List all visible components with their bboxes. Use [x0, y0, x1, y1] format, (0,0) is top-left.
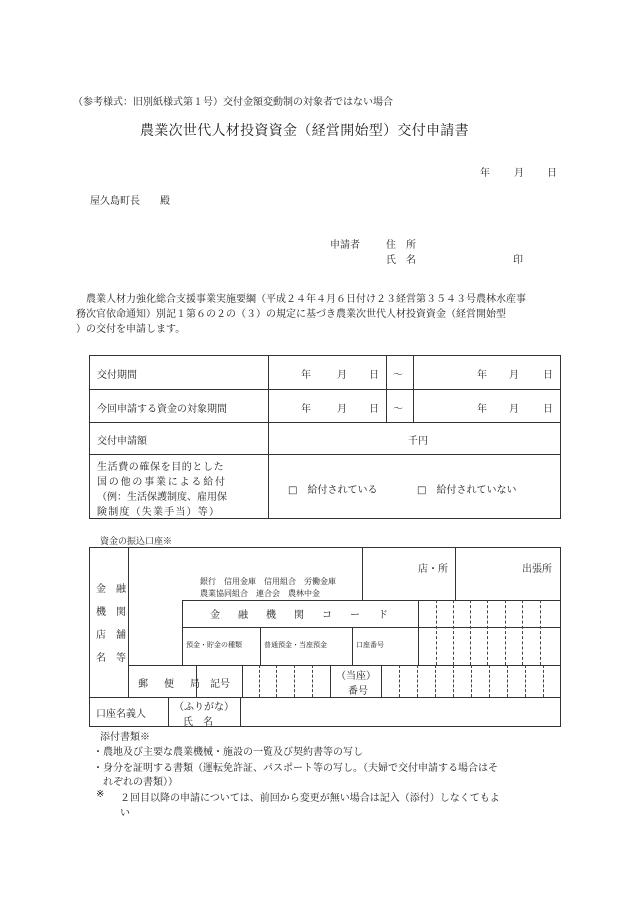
benefit-label-2: 国の他の事業による給付 — [97, 477, 227, 488]
amount-unit: 千円 — [408, 436, 428, 447]
period-end-day: 日 — [543, 370, 553, 381]
benefit-label-3: （例：生活保護制度、雇用保 — [97, 492, 227, 503]
account-number-label: 口座番号 — [356, 641, 384, 649]
note-line-2: い — [120, 808, 130, 819]
attachment-item-1: ・農地及び主要な農業機械・施設の一覧及び契約書等の写し — [93, 747, 363, 758]
branch-office-label: 出張所 — [522, 564, 552, 575]
address-label: 住 所 — [386, 240, 416, 251]
benefit-label-4: 険制度（失業手当）等） — [97, 507, 221, 518]
branch-label: 店・所 — [418, 564, 448, 575]
target-start-day: 日 — [369, 404, 379, 415]
row-label-amount: 交付申請額 — [97, 436, 147, 447]
attachment-item-2: ・身分を証明する書類（運転免許証、パスポート等の写し。（夫婦で交付申請する場合はそ — [93, 763, 498, 774]
target-end-month: 月 — [509, 404, 519, 415]
attachment-item-3: れぞれの書類）） — [93, 777, 178, 788]
bank-label-3: 店 舗 — [96, 630, 126, 641]
row-label-period: 交付期間 — [97, 370, 137, 381]
target-end-year: 年 — [477, 404, 487, 415]
seal-label: 印 — [513, 255, 523, 266]
period-end-month: 月 — [509, 370, 519, 381]
page-title: 農業次世代人材投資資金（経営開始型）交付申請書 — [140, 123, 469, 139]
kigou-label: 記号 — [210, 679, 230, 690]
benefit-option-no[interactable]: □ 給付されていない — [417, 485, 517, 496]
period-tilde: ～ — [393, 370, 403, 381]
period-start-day: 日 — [369, 370, 379, 381]
bank-types-line-2: 農業協同組合 連合会 農林中金 — [200, 589, 320, 598]
body-text-line-1: 農業人材力強化総合支援事業実施要綱（平成２４年４月６日付け２３経営第３５４３号農林水産事 — [76, 294, 526, 305]
benefit-label-1: 生活費の確保を目的とした — [97, 462, 225, 473]
note-line-1: ２回目以降の申請については、前回から変更が無い場合は記入（添付）しなくてもよ — [120, 793, 500, 804]
form-reference-note: （参考様式：旧別紙様式第１号）交付金額変動制の対象者ではない場合 — [73, 97, 393, 108]
bank-label-2: 機 関 — [96, 607, 126, 618]
body-text-line-3: ）の交付を申請します。 — [76, 324, 186, 335]
name-label: 氏 名 — [386, 255, 416, 266]
code-label: 金 融 機 関 コ ー ド — [210, 610, 392, 621]
attachments-title: 添付書類※ — [100, 732, 150, 743]
post-office-label: 郵 便 局 — [138, 679, 203, 690]
furigana-label: （ふりがな） — [174, 702, 234, 713]
tozan-label: （当座） — [336, 671, 376, 682]
bank-label-4: 名 等 — [96, 653, 126, 664]
period-start-year: 年 — [301, 370, 311, 381]
target-start-month: 月 — [337, 404, 347, 415]
bank-section-title: 資金の振込口座※ — [100, 537, 173, 547]
target-end-day: 日 — [543, 404, 553, 415]
period-end-year: 年 — [477, 370, 487, 381]
target-start-year: 年 — [301, 404, 311, 415]
date-month: 月 — [514, 168, 524, 179]
addressee: 屋久島町長 殿 — [90, 196, 170, 207]
benefit-option-yes[interactable]: □ 給付されている — [288, 485, 378, 496]
period-start-month: 月 — [337, 370, 347, 381]
date-day: 日 — [547, 168, 557, 179]
deposit-type-label: 預金・貯金の種類 — [186, 641, 242, 649]
deposit-type-value: 普通預金・当座預金 — [264, 641, 327, 649]
bank-types-line-1: 銀行 信用金庫 信用組合 労働金庫 — [200, 577, 336, 586]
note-mark: ※ — [96, 789, 105, 800]
bango-label: 番号 — [348, 686, 368, 697]
bank-label-1: 金 融 — [96, 584, 126, 595]
applicant-label: 申請者 — [330, 240, 360, 251]
holder-name-label: 氏 名 — [183, 717, 213, 728]
target-tilde: ～ — [393, 404, 403, 415]
body-text-line-2: 務次官依命通知）別記１第６の２の（３）の規定に基づき農業次世代人材投資資金（経営開始型 — [76, 309, 506, 320]
row-label-target-period: 今回申請する資金の対象期間 — [97, 404, 227, 415]
date-year: 年 — [480, 168, 490, 179]
holder-label: 口座名義人 — [96, 709, 146, 720]
